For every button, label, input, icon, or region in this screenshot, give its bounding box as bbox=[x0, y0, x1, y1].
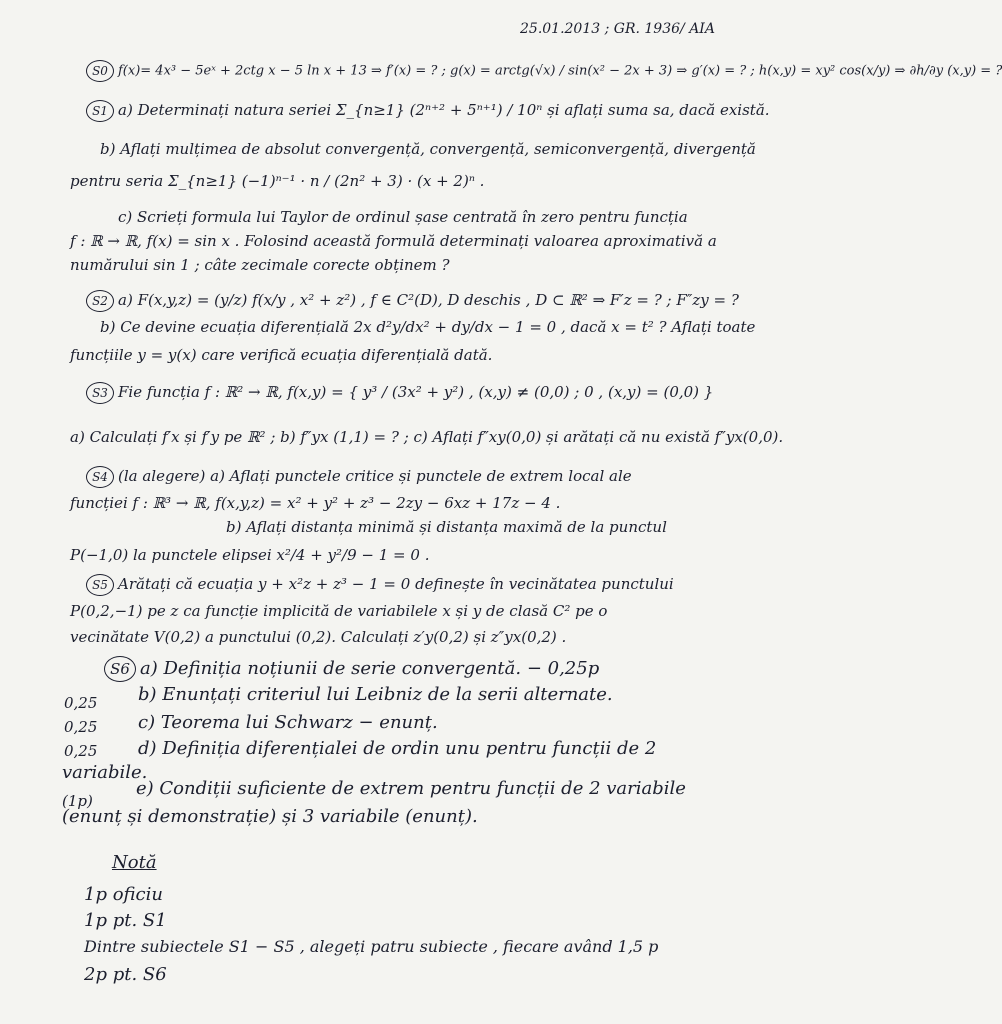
s1-b-line1: b) Aflați mulțimea de absolut convergență, convergență, semiconvergență, divergență bbox=[100, 140, 756, 158]
note-line4: 2p pt. S6 bbox=[84, 964, 167, 985]
s1-a-text: a) Determinați natura seriei Σ_{n≥1} (2ⁿ⁺² + 5ⁿ⁺¹) / 10ⁿ și aflați suma sa, dacă există. bbox=[118, 101, 770, 119]
s6-label: S6 bbox=[104, 656, 136, 682]
s6-a-text: a) Definiția noțiunii de serie convergentă. − 0,25p bbox=[140, 658, 600, 679]
s2-b-line2: funcțiile y = y(x) care verifică ecuația diferențială dată. bbox=[70, 346, 493, 364]
s0-label: S0 bbox=[86, 60, 114, 82]
s6-b: b) Enunțați criteriul lui Leibniz de la serii alternate. bbox=[138, 684, 613, 705]
subject-s0 bbox=[86, 60, 1002, 82]
s4-b2: P(−1,0) la punctele elipsei x²/4 + y²/9 − 1 = 0 . bbox=[70, 546, 430, 564]
s6-d-points: 0,25 bbox=[64, 742, 98, 760]
subject-s2-a bbox=[86, 290, 739, 312]
s0-text: f(x)= 4x³ − 5eˣ + 2ctg x − 5 ln x + 13 ⇒ f′(x) = ? ; g(x) = arctg(√x) / sin(x² − 2x + 3) ⇒ g′(x) = ? ; h(x,y) = xy² cos(x/y) ⇒ ∂h/∂y (x,y) = ? bbox=[118, 63, 1002, 79]
s2-a-text: a) F(x,y,z) = (y/z) f(x/y , x² + z²) , f ∈ C²(D), D deschis , D ⊂ ℝ² ⇒ F′z = ? ; F″zy = ? bbox=[118, 291, 739, 309]
s3-label: S3 bbox=[86, 382, 114, 404]
s5-label: S5 bbox=[86, 574, 114, 596]
s4-label: S4 bbox=[86, 466, 114, 488]
s5-l2: P(0,2,−1) pe z ca funcție implicită de variabilele x și y de clasă C² pe o bbox=[70, 602, 608, 620]
s5-l1-text: Arătați că ecuația y + x²z + z³ − 1 = 0 definește în vecinătatea punctului bbox=[118, 575, 674, 593]
s6-d1: d) Definiția diferențialei de ordin unu pentru funcții de 2 bbox=[138, 738, 657, 759]
note-line3: Dintre subiectele S1 − S5 , alegeți patru subiecte , fiecare având 1,5 p bbox=[84, 937, 659, 956]
s6-e-points: (1p) bbox=[62, 792, 93, 810]
s4-a2: funcției f : ℝ³ → ℝ, f(x,y,z) = x² + y² + z³ − 2zy − 6xz + 17z − 4 . bbox=[70, 494, 561, 512]
s1-c-line2: f : ℝ → ℝ, f(x) = sin x . Folosind această formulă determinați valoarea aproximativă a bbox=[70, 232, 717, 250]
s2-b-line1: b) Ce devine ecuația diferențială 2x d²y/dx² + dy/dx − 1 = 0 , dacă x = t² ? Aflați toate bbox=[100, 318, 756, 336]
s4-b1: b) Aflați distanța minimă și distanța maximă de la punctul bbox=[226, 518, 667, 536]
s3-def-text: Fie funcția f : ℝ² → ℝ, f(x,y) = { y³ / (3x² + y²) , (x,y) ≠ (0,0) ; 0 , (x,y) = (0,0) } bbox=[118, 383, 714, 401]
s3-questions: a) Calculați f′x și f′y pe ℝ² ; b) f″yx (1,1) = ? ; c) Aflați f″xy(0,0) și arătați că nu există f″yx(0,0). bbox=[70, 428, 784, 446]
s1-b-line2: pentru seria Σ_{n≥1} (−1)ⁿ⁻¹ · n / (2n² + 3) · (x + 2)ⁿ . bbox=[70, 172, 485, 190]
s5-l3: vecinătate V(0,2) a punctului (0,2). Calculați z′y(0,2) și z″yx(0,2) . bbox=[70, 628, 567, 646]
note-line1: 1p oficiu bbox=[84, 884, 163, 905]
s1-c-line3: numărului sin 1 ; câte zecimale corecte obținem ? bbox=[70, 256, 450, 274]
subject-s6-a bbox=[104, 656, 599, 682]
subject-s3-def bbox=[86, 382, 713, 404]
s6-d2: variabile. bbox=[62, 762, 148, 783]
s6-c-points: 0,25 bbox=[64, 718, 98, 736]
s1-c-line1: c) Scrieți formula lui Taylor de ordinul șase centrată în zero pentru funcția bbox=[118, 208, 688, 226]
s6-c: c) Teorema lui Schwarz − enunț. bbox=[138, 712, 438, 733]
header-date-group: 25.01.2013 ; GR. 1936/ AIA bbox=[520, 21, 715, 37]
subject-s1-a bbox=[86, 100, 770, 122]
note-title: Notă bbox=[112, 852, 157, 873]
s1-label: S1 bbox=[86, 100, 114, 122]
s6-e2: (enunț și demonstrație) și 3 variabile (enunț). bbox=[62, 806, 478, 827]
s4-a1-text: (la alegere) a) Aflați punctele critice și punctele de extrem local ale bbox=[118, 467, 632, 485]
s6-e1: e) Condiții suficiente de extrem pentru funcții de 2 variabile bbox=[136, 778, 686, 799]
s6-b-points: 0,25 bbox=[64, 694, 98, 712]
subject-s4-a1 bbox=[86, 466, 632, 488]
note-line2: 1p pt. S1 bbox=[84, 910, 167, 931]
s2-label: S2 bbox=[86, 290, 114, 312]
subject-s5-l1 bbox=[86, 574, 674, 596]
